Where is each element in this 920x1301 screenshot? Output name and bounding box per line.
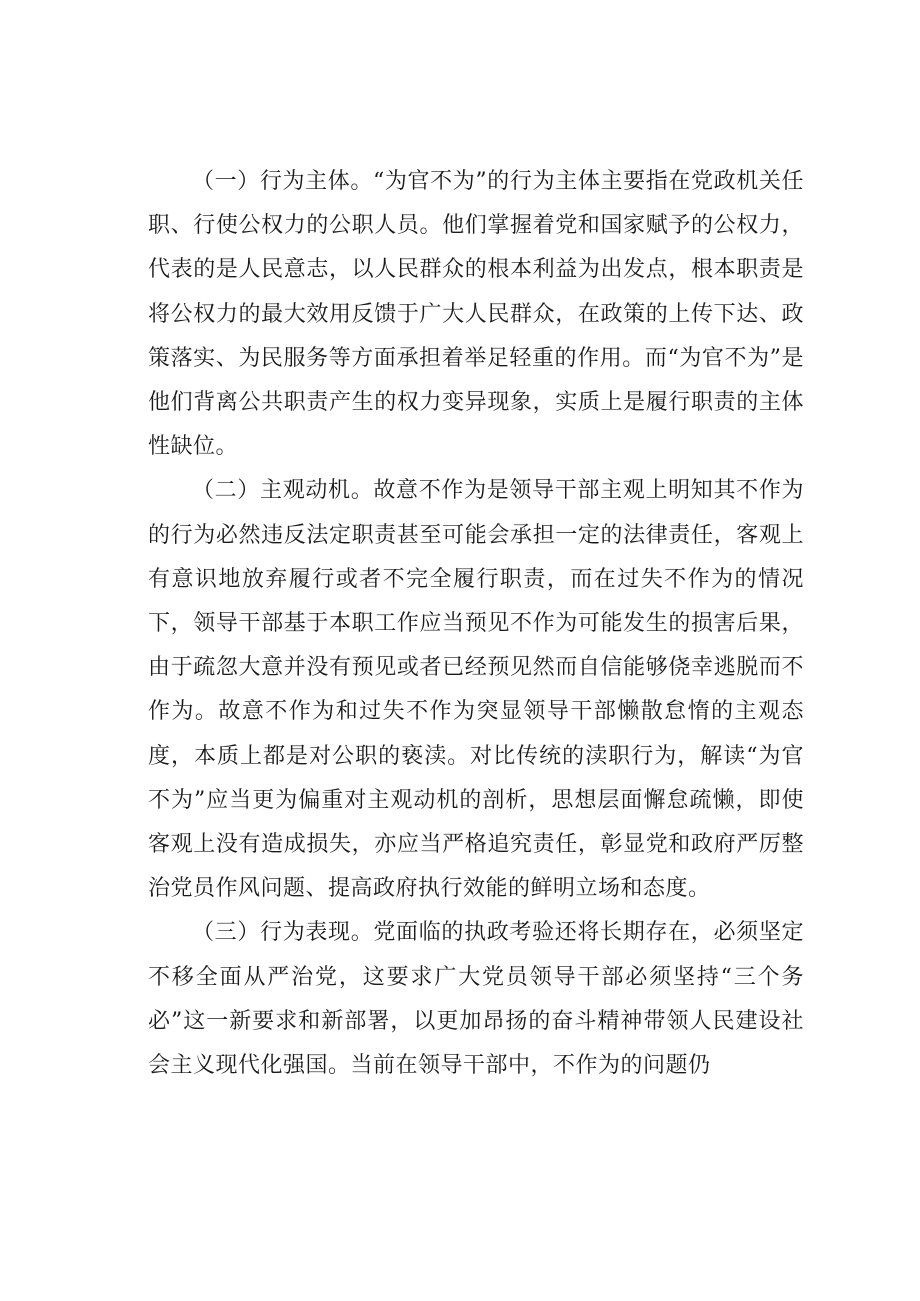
paragraph-behavior: （三）行为表现。党面临的执政考验还将长期存在，必须坚定不移全面从严治党，这要求广大党员领导干部必须坚持“三个务必”这一新要求和新部署，以更加昂扬的奋斗精神带领人民建设社会主义现代化强国。当前在领导干部中，不作为的问题仍 — [148, 920, 804, 1079]
paragraph-actor: （一）行为主体。“为官不为”的行为主体主要指在党政机关任职、行使公权力的公职人员。他们掌握着党和国家赋予的公权力，代表的是人民意志，以人民群众的根本利益为出发点，根本职责是将公权力的最大效用反馈于广大人民群众，在政策的上传下达、政策落实、为民服务等方面承担着举足轻重的作用。而“为官不为”是他们背离公共职责产生的权力变异现象，实质上是履行职责的主体性缺位。 — [148, 169, 804, 460]
document-body — [148, 160, 804, 1088]
paragraph-motive: （二）主观动机。故意不作为是领导干部主观上明知其不作为的行为必然违反法定职责甚至可能会承担一定的法律责任，客观上有意识地放弃履行或者不完全履行职责，而在过失不作为的情况下，领导干部基于本职工作应当预见不作为可能发生的损害后果，由于疏忽大意并没有预见或者已经预见然而自信能够侥幸逃脱而不作为。故意不作为和过失不作为突显领导干部懒散怠惰的主观态度，本质上都是对公职的亵渎。对比传统的渎职行为，解读“为官不为”应当更为偏重对主观动机的剖析，思想层面懈怠疏懒，即使客观上没有造成损失，亦应当严格追究责任，彰显党和政府严厉整治党员作风问题、提高政府执行效能的鲜明立场和态度。 — [148, 478, 804, 902]
